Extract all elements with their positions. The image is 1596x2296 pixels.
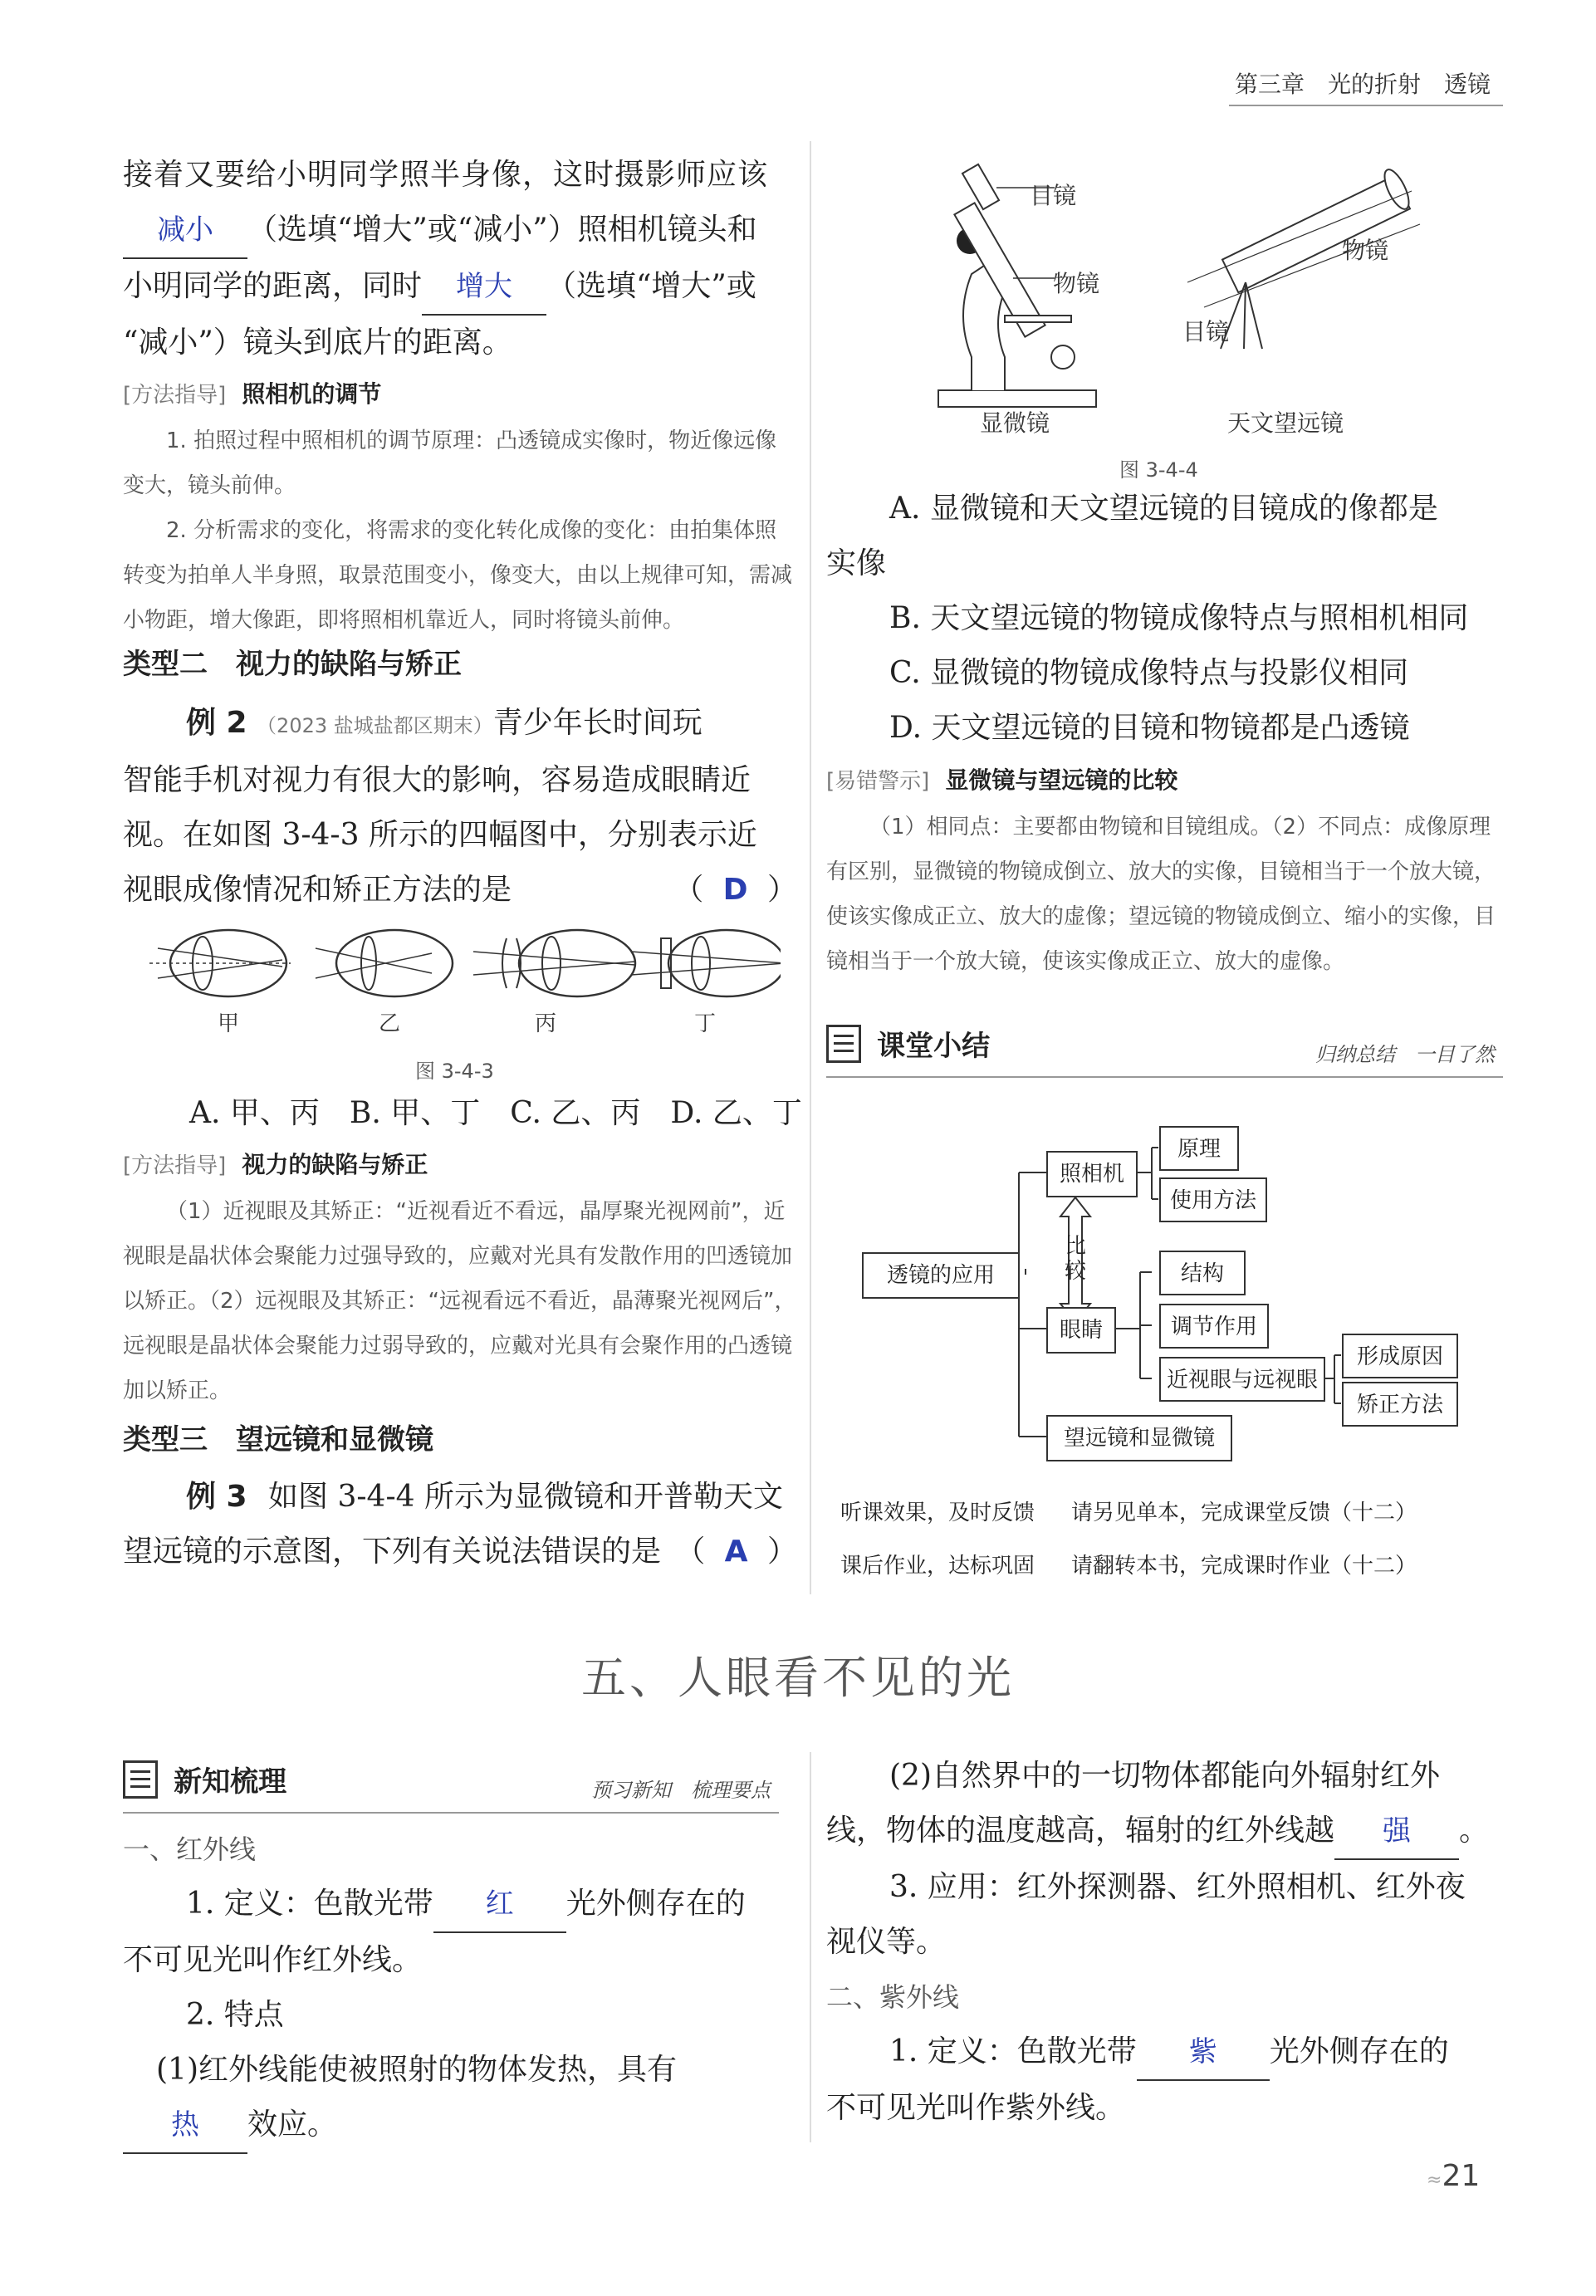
eye-label-jia: 甲 bbox=[218, 1011, 240, 1036]
map-principle: 原理 bbox=[1159, 1126, 1239, 1171]
ex2-answer: D bbox=[722, 873, 748, 907]
infrared-section-right: (2)自然界中的一切物体都能向外辐射红外 线，物体的温度越高，辐射的红外线越 强 。 3. 应用：红外探测器、红外照相机、红外夜 视仪等。 二、紫外线 1. 定义：色散光带 紫 光外侧存在的 不可见光叫作紫外线。 bbox=[826, 1749, 1503, 2136]
label-telescope: 天文望远镜 bbox=[1227, 409, 1344, 437]
example-2: 例 2 （2023 盐城盐都区期末）青少年长时间玩 智能手机对视力有很大的影响，容易造成眼睛近 视。在如图 3-4-3 所示的四幅图中，分别表示近 视眼成像情况和矫正方法的是 （ D ） bbox=[123, 706, 797, 907]
method2-text: （1）近视眼及其矫正：“近视看近不看远，晶厚聚光视网前”，近视眼是晶状体会聚能力过强导致的，应戴对光具有发散作用的凹透镜加以矫正。（2）远视眼及其矫正：“远视看远不看近，晶薄聚光视网后”，远视眼是晶状体会聚能力过弱导致的，应戴对光具有会聚作用的凸透镜加以矫正。 bbox=[123, 1199, 796, 1403]
warning-title: 显微镜与望远镜的比较 bbox=[945, 766, 1178, 794]
option-d: D. 天文望远镜的目镜和物镜都是凸透镜 bbox=[889, 711, 1410, 745]
uv-def-blank: 紫 bbox=[1137, 2024, 1270, 2081]
map-cause: 形成原因 bbox=[1342, 1334, 1458, 1378]
label-microscope: 显微镜 bbox=[980, 409, 1050, 437]
intro-line3: 小明同学的距离，同时 bbox=[123, 269, 423, 303]
method-guide-1 bbox=[123, 374, 797, 643]
label-objective-2: 物镜 bbox=[1342, 237, 1389, 264]
ir-def-b: 光外侧存在的 bbox=[565, 1887, 746, 1921]
summary-subtitle: 归纳总结 一目了然 bbox=[1315, 1043, 1495, 1066]
section-icon-2 bbox=[123, 1760, 158, 1799]
ir-f2-blank: 强 bbox=[1334, 1804, 1459, 1860]
ex2-text3: 视。在如图 3-4-3 所示的四幅图中，分别表示近 bbox=[123, 818, 757, 852]
map-nearfar: 近视眼与远视眼 bbox=[1159, 1357, 1325, 1402]
eye-diagram-yi bbox=[316, 930, 453, 996]
chapter-header: 第三章 光的折射 透镜 bbox=[1235, 71, 1491, 98]
method-p2: 2. 分析需求的变化，将需求的变化转化成像的变化：由拍集体照转变为拍单人半身照，取景范围变小，像变大，由以上规律可知，需减小物距，增大像距，即将照相机靠近人，同时将镜头前伸。 bbox=[123, 518, 793, 633]
map-usage: 使用方法 bbox=[1159, 1177, 1267, 1222]
new-knowledge-rule bbox=[123, 1812, 779, 1814]
feedback2-label: 课后作业，达标巩固 bbox=[840, 1554, 1035, 1579]
method-tag-1: [方法指导] bbox=[123, 383, 227, 408]
method-guide-2 bbox=[123, 1144, 797, 1413]
new-knowledge-subtitle: 预习新知 梳理要点 bbox=[591, 1779, 771, 1802]
map-eye: 眼睛 bbox=[1046, 1307, 1116, 1354]
intro-line4: （选填“增大”或 bbox=[546, 269, 756, 303]
feedback1-text: 请另见单本，完成课堂反馈（十二） bbox=[1071, 1500, 1417, 1525]
summary-header bbox=[826, 1023, 1503, 1073]
type2-heading: 类型二 视力的缺陷与矫正 bbox=[123, 648, 462, 681]
ex2-text4: 视眼成像情况和矫正方法的是 bbox=[123, 873, 512, 907]
ir-f1-a: (1)红外线能使被照射的物体发热，具有 bbox=[156, 2053, 677, 2087]
warning-text: （1）相同点：主要都由物镜和目镜组成。（2）不同点：成像原理有区别，显微镜的物镜成倒立、放大的实像，目镜相当于一个放大镜，使该实像成正立、放大的虚像；望远镜的物镜成倒立、缩小的实像，目镜相当于一个放大镜，使该实像成正立、放大的虚像。 bbox=[826, 815, 1496, 974]
method-title-2: 视力的缺陷与矫正 bbox=[242, 1151, 428, 1178]
figure-343-caption: 图 3-4-3 bbox=[415, 1060, 494, 1083]
ex2-text1: 青少年长时间玩 bbox=[492, 706, 703, 740]
uv-def-c: 不可见光叫作紫外线。 bbox=[826, 2091, 1126, 2125]
label-eyepiece-1: 目镜 bbox=[1030, 182, 1077, 209]
page-number-value: 21 bbox=[1442, 2159, 1481, 2193]
page-number bbox=[1427, 2159, 1480, 2193]
intro-line5: “减小”）镜头到底片的距离。 bbox=[123, 326, 512, 360]
new-knowledge-title: 新知梳理 bbox=[174, 1765, 287, 1799]
map-root: 透镜的应用 bbox=[862, 1252, 1020, 1299]
new-knowledge-header bbox=[123, 1759, 779, 1809]
ex3-text1: 如图 3-4-4 所示为显微镜和开普勒天文 bbox=[268, 1480, 783, 1514]
ex3-text2: 望远镜的示意图，下列有关说法错误的是 bbox=[123, 1535, 662, 1569]
eye-label-bing: 丙 bbox=[535, 1011, 557, 1036]
option-b: B. 天文望远镜的物镜成像特点与照相机相同 bbox=[889, 601, 1469, 635]
ir-app-b: 视仪等。 bbox=[826, 1925, 947, 1959]
eye-diagram-ding bbox=[631, 930, 781, 996]
ir-f1-blank: 热 bbox=[123, 2098, 247, 2154]
map-structure: 结构 bbox=[1159, 1251, 1246, 1295]
method-tag-2: [方法指导] bbox=[123, 1153, 227, 1178]
method-title-1: 照相机的调节 bbox=[242, 380, 382, 408]
warning-tag: [易错警示] bbox=[826, 769, 930, 794]
ex2-options: A. 甲、丙 B. 甲、丁 C. 乙、丙 D. 乙、丁 bbox=[189, 1096, 802, 1130]
eye-label-ding: 丁 bbox=[694, 1011, 717, 1036]
intro-line1: 接着又要给小明同学照半身像，这时摄影师应该 bbox=[123, 158, 769, 192]
ir-def-a: 1. 定义：色散光带 bbox=[186, 1887, 433, 1921]
column-divider bbox=[810, 141, 811, 1594]
summary-title: 课堂小结 bbox=[877, 1030, 991, 1063]
feedback-block bbox=[840, 1486, 1417, 1593]
ir-f2-b: 线，物体的温度越高，辐射的红外线越 bbox=[826, 1814, 1335, 1848]
ir-heading: 一、红外线 bbox=[123, 1833, 257, 1865]
map-adjust: 调节作用 bbox=[1159, 1304, 1269, 1349]
map-telemicro: 望远镜和显微镜 bbox=[1046, 1415, 1232, 1461]
feedback2-text: 请翻转本书，完成课时作业（十二） bbox=[1071, 1554, 1417, 1579]
ir-f1-b: 效应。 bbox=[247, 2108, 338, 2142]
figure-344-caption: 图 3-4-4 bbox=[1119, 458, 1198, 482]
answer-blank-2: 增大 bbox=[422, 259, 546, 316]
uv-def-a: 1. 定义：色散光带 bbox=[889, 2034, 1137, 2068]
ex2-label: 例 2 bbox=[186, 706, 247, 740]
ex3-answer: A bbox=[724, 1535, 748, 1569]
section-icon bbox=[826, 1025, 861, 1063]
figure-344 bbox=[922, 149, 1437, 432]
eye-diagrams bbox=[149, 923, 781, 1040]
summary-rule bbox=[826, 1076, 1503, 1078]
label-objective-1: 物镜 bbox=[1053, 270, 1100, 297]
map-camera: 照相机 bbox=[1046, 1151, 1138, 1197]
intro-line2: （选填“增大”或“减小”）照相机镜头和 bbox=[247, 213, 757, 247]
section5-title: 五、人眼看不见的光 bbox=[581, 1652, 1015, 1704]
left-column bbox=[123, 148, 797, 370]
option-a-line1: A. 显微镜和天文望远镜的目镜成的像都是 bbox=[889, 492, 1438, 526]
method-p1: 1. 拍照过程中照相机的调节原理：凸透镜成实像时，物近像远像变大，镜头前伸。 bbox=[123, 428, 777, 498]
uv-def-b: 光外侧存在的 bbox=[1269, 2034, 1449, 2068]
option-c: C. 显微镜的物镜成像特点与投影仪相同 bbox=[889, 656, 1409, 690]
answer-blank-1: 减小 bbox=[123, 203, 247, 259]
error-warning bbox=[826, 760, 1503, 984]
ir-f2-a: (2)自然界中的一切物体都能向外辐射红外 bbox=[889, 1759, 1440, 1793]
map-compare: 比较 bbox=[1064, 1234, 1086, 1284]
ir-def-c: 不可见光叫作红外线。 bbox=[123, 1943, 423, 1977]
uv-heading: 二、紫外线 bbox=[826, 1981, 960, 2013]
ex3-options bbox=[826, 482, 1507, 756]
ex3-label: 例 3 bbox=[186, 1480, 247, 1514]
ex2-source: （2023 盐城盐都区期末） bbox=[257, 714, 493, 737]
infrared-section bbox=[123, 1822, 797, 2154]
ir-features: 2. 特点 bbox=[186, 1998, 284, 2032]
page-number-ornament: ≈ bbox=[1427, 2170, 1442, 2191]
ex2-text2: 智能手机对视力有很大的影响，容易造成眼睛近 bbox=[123, 763, 751, 797]
eye-diagram-bing bbox=[473, 930, 635, 996]
ir-def-blank: 红 bbox=[433, 1877, 566, 1933]
eye-diagram-jia bbox=[149, 930, 291, 996]
eye-label-yi: 乙 bbox=[379, 1011, 401, 1036]
type3-heading: 类型三 望远镜和显微镜 bbox=[123, 1423, 433, 1456]
option-a-line2: 实像 bbox=[826, 546, 887, 580]
header-rule bbox=[1229, 105, 1503, 106]
example-3: 例 3 如图 3-4-4 所示为显微镜和开普勒天文 望远镜的示意图，下列有关说法错误的是 （ A ） bbox=[123, 1480, 797, 1569]
label-eyepiece-2: 目镜 bbox=[1182, 318, 1230, 345]
feedback1-label: 听课效果，及时反馈 bbox=[840, 1500, 1035, 1525]
ir-app-a: 3. 应用：红外探测器、红外照相机、红外夜 bbox=[889, 1870, 1466, 1904]
map-correct: 矫正方法 bbox=[1342, 1382, 1458, 1427]
column-divider-2 bbox=[810, 1752, 811, 2142]
